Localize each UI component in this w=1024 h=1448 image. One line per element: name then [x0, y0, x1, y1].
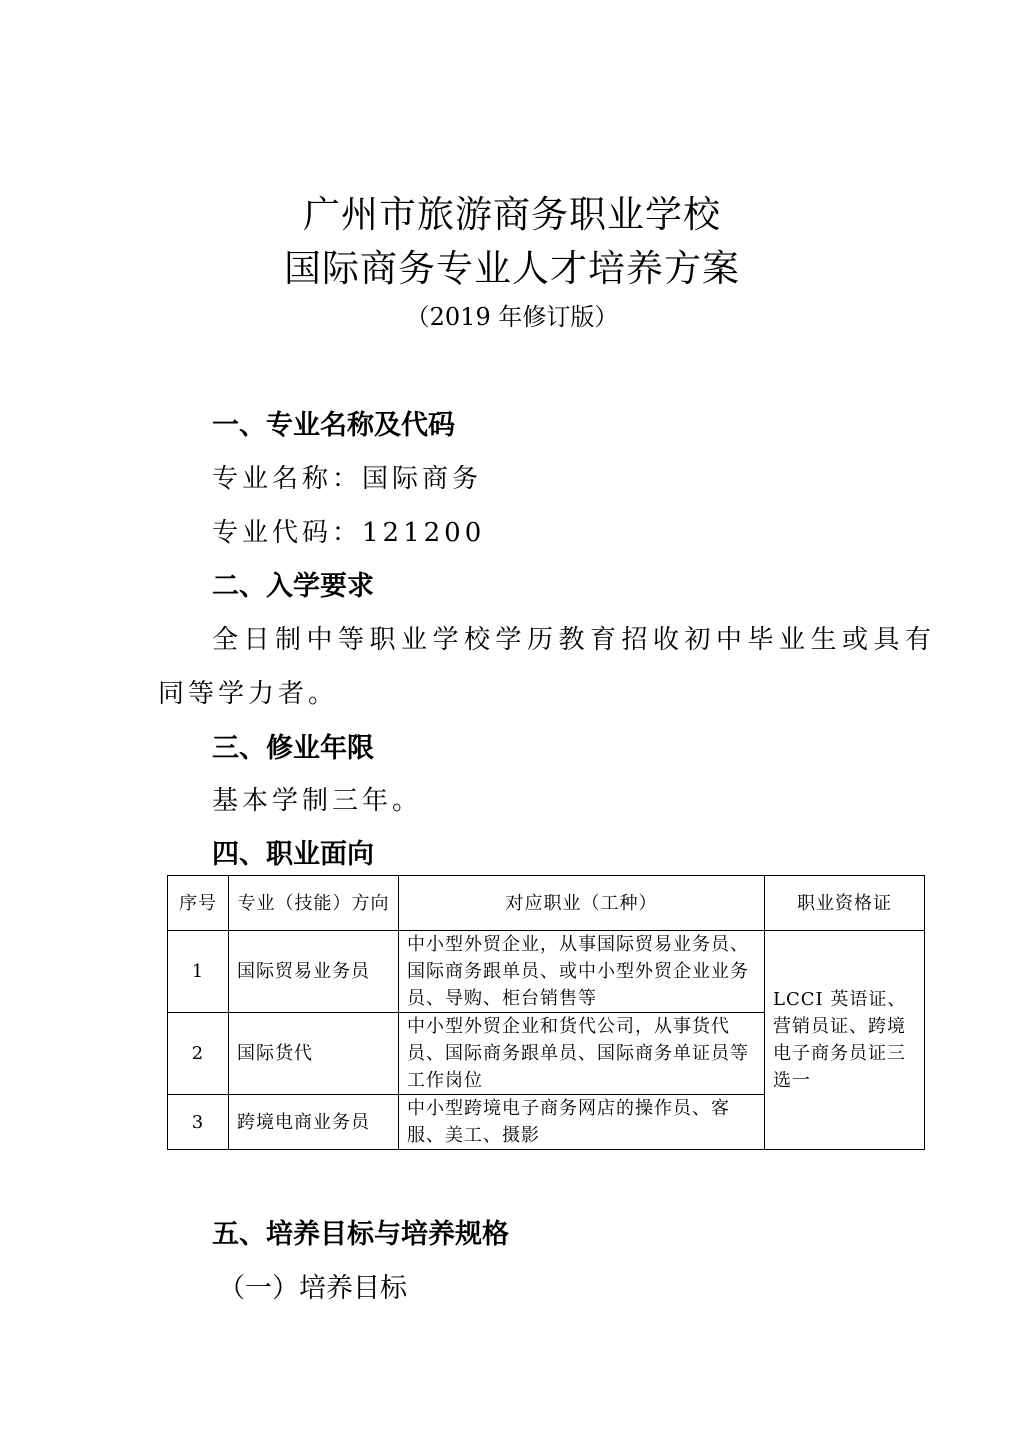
section-heading-duration: 三、修业年限 — [212, 733, 374, 764]
header-cell-jobs: 对应职业（工种） — [399, 876, 765, 931]
duration-text: 基本学制三年。 — [212, 786, 423, 816]
admission-text-line1: 全日制中等职业学校学历教育招收初中毕业生或具有 — [212, 625, 937, 655]
row-number: 3 — [168, 1095, 229, 1150]
header-cell-certificate: 职业资格证 — [765, 876, 925, 931]
section-heading-admission: 二、入学要求 — [212, 571, 374, 602]
section-heading-career: 四、职业面向 — [212, 839, 374, 870]
row-jobs: 中小型外贸企业，从事国际贸易业务员、国际商务跟单员、或中小型外贸企业业务员、导购、柜台销售等 — [399, 931, 765, 1013]
row-direction: 国际货代 — [229, 1013, 399, 1095]
career-table — [167, 875, 925, 1150]
document-version: （2019 年修订版） — [405, 303, 619, 331]
section-heading-name-code: 一、专业名称及代码 — [212, 410, 455, 441]
header-cell-direction: 专业（技能）方向 — [229, 876, 399, 931]
major-name-line: 专业名称：国际商务 — [212, 464, 483, 494]
table-header-row — [168, 876, 925, 931]
row-number: 2 — [168, 1013, 229, 1095]
document-title-plan: 国际商务专业人才培养方案 — [284, 247, 740, 290]
row-direction: 跨境电商业务员 — [229, 1095, 399, 1150]
admission-text-line2: 同等学力者。 — [158, 679, 339, 709]
table-row — [168, 931, 925, 1013]
row-jobs: 中小型跨境电子商务网店的操作员、客服、美工、摄影 — [399, 1095, 765, 1150]
major-code-line: 专业代码：121200 — [212, 518, 486, 548]
certificate-cell: LCCI 英语证、营销员证、跨境电子商务员证三选一 — [765, 931, 925, 1150]
row-direction: 国际贸易业务员 — [229, 931, 399, 1013]
row-jobs: 中小型外贸企业和货代公司，从事货代员、国际商务跟单员、国际商务单证员等工作岗位 — [399, 1013, 765, 1095]
section-heading-objectives: 五、培养目标与培养规格 — [212, 1219, 509, 1250]
row-number: 1 — [168, 931, 229, 1013]
document-title-school: 广州市旅游商务职业学校 — [303, 193, 721, 236]
header-cell-number: 序号 — [168, 876, 229, 931]
subsection-heading-objectives: （一）培养目标 — [218, 1273, 407, 1304]
